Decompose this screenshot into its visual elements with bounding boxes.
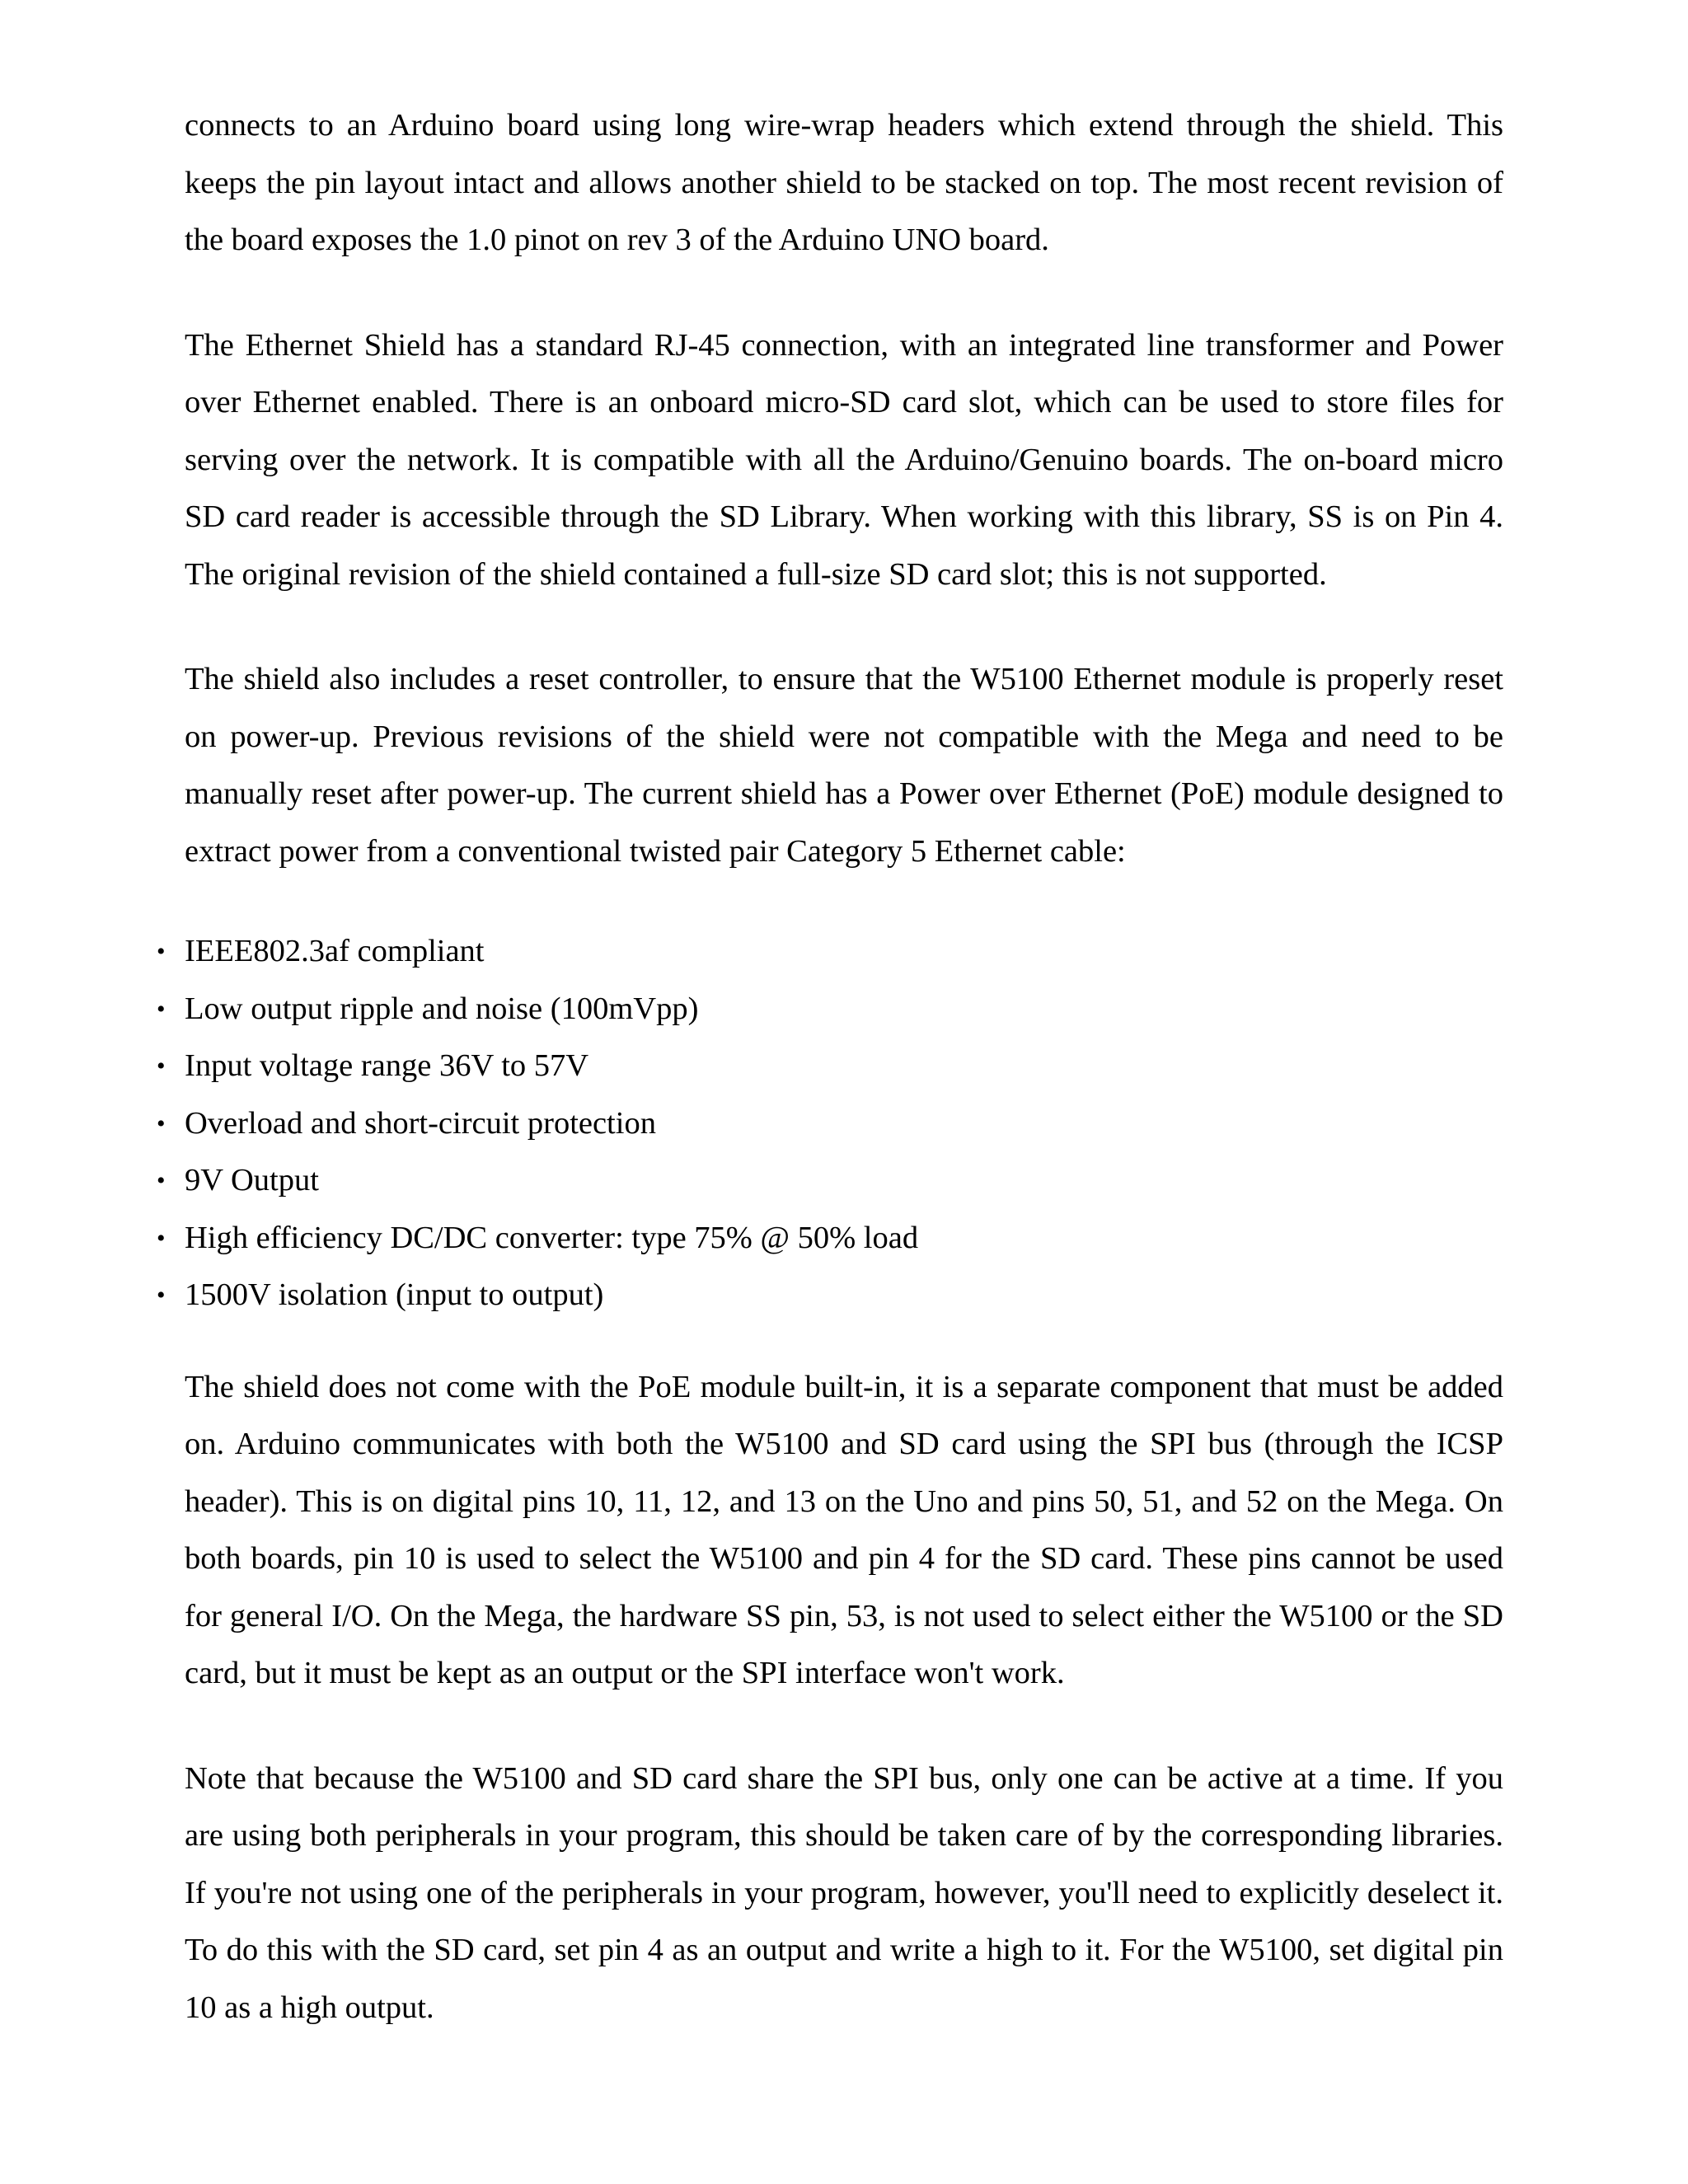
list-item: [157, 1095, 1503, 1153]
paragraph-reset-controller: The shield also includes a reset controller, to ensure that the W5100 Ethernet module is properly reset on power-up. Previous revisions of the shield were not compatible with the Mega and need to be manually reset after power-up. The current shield has a Power over Ethernet (PoE) module designed to extract power from a conventional twisted pair Category 5 Ethernet cable:: [185, 662, 1503, 869]
bullet-icon: •: [157, 1282, 166, 1309]
list-item-text: Overload and short-circuit protection: [185, 1105, 656, 1141]
paragraph-spacer: [185, 603, 1503, 651]
list-item-text: 1500V isolation (input to output): [185, 1277, 604, 1312]
list-item-text: High efficiency DC/DC converter: type 75% @ 50% load: [185, 1220, 919, 1255]
list-item: [157, 1038, 1503, 1095]
list-item: [157, 1210, 1503, 1268]
bullet-icon: •: [157, 995, 166, 1023]
list-item: [157, 923, 1503, 981]
list-item-text: Input voltage range 36V to 57V: [185, 1048, 589, 1083]
bullet-icon: •: [157, 1167, 166, 1194]
list-item: [157, 981, 1503, 1038]
list-item: [157, 1152, 1503, 1210]
paragraph-spacer: [185, 880, 1503, 923]
bullet-icon: •: [157, 1052, 166, 1080]
list-item-text: Low output ripple and noise (100mVpp): [185, 991, 699, 1026]
list-item-text: 9V Output: [185, 1163, 319, 1197]
bullet-icon: •: [157, 1224, 166, 1252]
paragraph-spacer: [185, 1703, 1503, 1750]
paragraph-spacer: [185, 269, 1503, 317]
list-item: [157, 1267, 1503, 1324]
paragraph-deselect-note: Note that because the W5100 and SD card share the SPI bus, only one can be active at a time. If you are using both peripherals in your program, this should be taken care of by the corresponding libraries. If you're not using one of the peripherals in your program, however, you'll need to explicitly deselect it. To do this with the SD card, set pin 4 as an output and write a high to it. For the W5100, set digital pin 10 as a high output.: [185, 1760, 1503, 2025]
poe-feature-list: [157, 923, 1503, 1324]
paragraph-spi-bus: The shield does not come with the PoE module built-in, it is a separate component that must be added on. Arduino communicates with both the W5100 and SD card using the SPI bus (through the ICSP header). This is on digital pins 10, 11, 12, and 13 on the Uno and pins 50, 51, and 52 on the Mega. On both boards, pin 10 is used to select the W5100 and pin 4 for the SD card. These pins cannot be used for general I/O. On the Mega, the hardware SS pin, 53, is not used to select either the W5100 or the SD card, but it must be kept as an output or the SPI interface won't work.: [185, 1369, 1503, 1690]
paragraph-ethernet-shield: The Ethernet Shield has a standard RJ-45 connection, with an integrated line transformer and Power over Ethernet enabled. There is an onboard micro-SD card slot, which can be used to store files for serving over the network. It is compatible with all the Arduino/Genuino boards. The on-board micro SD card reader is accessible through the SD Library. When working with this library, SS is on Pin 4. The original revision of the shield contained a full-size SD card slot; this is not supported.: [185, 327, 1503, 592]
bullet-icon: •: [157, 938, 166, 965]
document-page: [157, 97, 1503, 2036]
list-item-text: IEEE802.3af compliant: [185, 934, 485, 968]
bullet-icon: •: [157, 1109, 166, 1137]
paragraph-spacer: [185, 1324, 1503, 1359]
paragraph-wire-wrap-headers: connects to an Arduino board using long wire-wrap headers which extend through the shield. This keeps the pin layout intact and allows another shield to be stacked on top. The most recent revision of the board exposes the 1.0 pinot on rev 3 of the Arduino UNO board.: [185, 108, 1503, 257]
